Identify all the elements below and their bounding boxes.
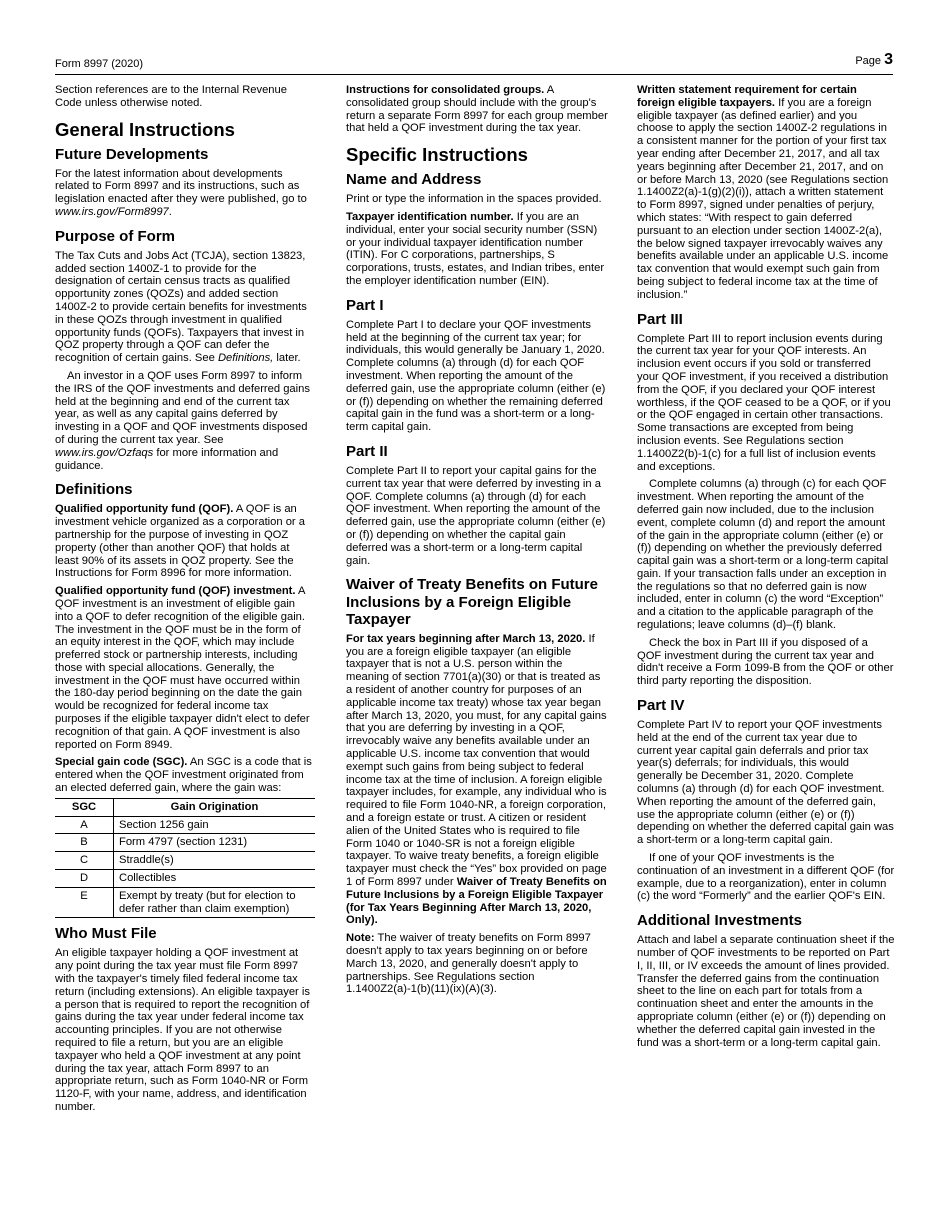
waiver-text: For tax years beginning after March 13, 2020. If you are a foreign eligible taxpayer (an eligible taxpayer that is not a U.S. person within the meaning of section 7701(a)(30) or that is treated as a resident of another country for purposes of an applicable income tax treaty) whose tax year began after March 13, 2020, you must, for any capital gains that you are deferring by investing in a QOF, irrevocably waive any benefits available under an applicable U.S. income tax convention that would exempt such gains from being subject to federal income tax at the time of inclusion. A foreign eligible taxpayer includes, for example, any individual who is required to file Form 1040-NR, a foreign corporation, and a foreign estate or trust. A citizen or resident alien of the United States who is required to file Form 1040 or 1040-SR is not a foreign eligible taxpayer. To waive treaty benefits, a foreign eligible taxpayer must check the “Yes” box provided on page 1 of Form 8997 under Waiver of Treaty Benefits on Future Inclusions by a Foreign Eligible Taxpayer (for Tax Years Beginning After March 13, 2020, Only).: [346, 632, 607, 927]
table-row: C Straddle(s): [55, 852, 315, 870]
table-row: D Collectibles: [55, 870, 315, 888]
part4-text-1: Complete Part IV to report your QOF investments held at the end of the current tax year due to current year capital gain deferrals and prior tax year(s) deferrals; for individuals, this would generally be December 31, 2020. Complete columns (a) through (d) for each QOF investment. When reporting the amount of the deferred gain, use the appropriate column (either (e) or (f)) depending on whether the deferred capital gain was a short-term or a long-term capital gain.: [637, 719, 894, 847]
page-number-value: 3: [884, 51, 893, 68]
origination-col-header: Gain Origination: [114, 798, 316, 816]
part3-heading: Part III: [637, 310, 683, 328]
waiver-heading: Waiver of Treaty Benefits on Future Inclusions by a Foreign Eligible Taxpayer: [346, 576, 598, 629]
waiver-note: Note: The waiver of treaty benefits on Form 8997 doesn't apply to tax years beginning on or before March 13, 2020, and generally doesn't apply to partnerships. See Regulations section 1.1400Z2(a)-1(b)(11)(ix)(A)(3).: [346, 932, 591, 996]
form-id: Form 8997 (2020): [55, 58, 144, 70]
page-label: Page: [855, 55, 882, 67]
ozfaqs-link[interactable]: www.irs.gov/Ozfaqs: [55, 446, 154, 459]
part3-text-2: Complete columns (a) through (c) for each QOF investment. When reporting the amount of the deferred gain now included, due to the inclusion event, complete column (d) and report the amount of the gain in the appropriate column (either (e) or (f)) depending on whether the previously deferred capital gain was a short-term or a long-term capital gain. If your transaction falls under an exception in the regulations so that no deferred gain is now included, enter in column (c) the word “Exception” and a citation to the applicable paragraph of the regulations; leave columns (d)–(f) blank.: [637, 478, 889, 632]
part3-text-1: Complete Part III to report inclusion events during the current tax year for your QOF interests. An inclusion event occurs if you sold or transferred your QOF investment, if you received a distribution from the QOF, if you declared your QOF interest worthless, if the QOF ceased to be a QOF, or if you or the QOF engaged in certain other transactions. Some transactions are excepted from being inclusion events. See Regulations section 1.1400Z2(b)-1(c) for a full list of inclusion events and exceptions.: [637, 332, 891, 473]
purpose-text-1: The Tax Cuts and Jobs Act (TCJA), section 13823, added section 1400Z-1 to provide for the designation of certain census tracts as qualified opportunity zones (QOZs) and added section 1400Z-2 to provide certain benefits for investments in these QOZs through investment in qualified opportunity funds (QOFs). Taxpayers that invest in QOZ property through a QOF can defer the recognition of certain gains. See Definitions, later.: [55, 249, 307, 365]
sgc-table: [55, 798, 315, 919]
part1-heading: Part I: [346, 296, 384, 314]
name-address-heading: Name and Address: [346, 171, 482, 189]
column-2: [346, 84, 608, 1001]
future-developments-text: For the latest information about developments related to Form 8997 and its instructions, such as legislation enacted after they were published, go to www.irs.gov/Form8997.: [55, 167, 307, 218]
table-row: A Section 1256 gain: [55, 816, 315, 834]
definitions-heading: Definitions: [55, 481, 133, 499]
additional-investments-text: Attach and label a separate continuation sheet if the number of QOF investments to be reported on Part I, II, III, or IV exceeds the amount of lines provided. Transfer the deferred gains from the continuation sheet to the line on each part for totals from a continuation sheet and enter the amounts in the appropriate column (either (e) or (f)) depending on whether the deferred capital gain invested in the fund was a short-term or a long-term capital gain.: [637, 934, 895, 1049]
purpose-text-2: An investor in a QOF uses Form 8997 to inform the IRS of the QOF investments and deferred gains held at the beginning and end of the current tax year, as well as any capital gains deferred by investing in a QOF and QOF investments disposed of during the current tax year. See www.irs.gov/Ozfaqs for more information and guidance.: [55, 369, 310, 472]
consolidated-groups-text: Instructions for consolidated groups. A consolidated group should include with the group's return a separate Form 8997 for each group member that held a QOF investment during the tax year.: [346, 84, 608, 135]
who-must-file-text: An eligible taxpayer holding a QOF investment at any point during the tax year must file Form 8997 with the taxpayer's timely filed federal income tax return (including extensions). An eligible taxpayer is a person that is required to report the recognition of gains during the tax year under federal income tax accounting principles. If you are not otherwise required to file a return, but you are an eligible taxpayer who held a QOF investment at any point during the tax year, attach Form 8997 to an appropriate return, such as Form 1040-NR or Form 1120-F, with your name, address, and identification number.: [55, 947, 310, 1113]
sgc-definition: Special gain code (SGC). An SGC is a code that is entered when the QOF investment originated from an elected deferred gain, where the gain was:: [55, 756, 312, 795]
future-developments-heading: Future Developments: [55, 145, 209, 163]
general-instructions-heading: General Instructions: [55, 118, 235, 140]
part1-text: Complete Part I to declare your QOF investments held at the beginning of the current tax year; for individuals, this would generally be January 1, 2020. Complete columns (a) through (d) for each QOF investment. When reporting the amount of the deferred gain, use the appropriate column (either (e) or (f)) depending on whether the remaining deferred capital gain in the fund was a short-term or a long-term capital gain.: [346, 318, 606, 434]
intro-text: Section references are to the Internal Revenue Code unless otherwise noted.: [55, 84, 287, 109]
form8997-link[interactable]: www.irs.gov/Form8997: [55, 205, 169, 218]
qof-definition: Qualified opportunity fund (QOF). A QOF is an investment vehicle organized as a corporation or a partnership for the purpose of investing in QOZ property (other than another QOF) that holds at least 90% of its assets in QOZ property. See the Instructions for Form 8996 for more information.: [55, 503, 305, 580]
who-must-file-heading: Who Must File: [55, 925, 157, 943]
part4-text-2: If one of your QOF investments is the continuation of an investment in a different QOF (for example, due to a reorganization), enter in column (c) the word “Formerly” and the earlier QOF's EIN.: [637, 852, 895, 903]
part2-heading: Part II: [346, 442, 388, 460]
column-3: [637, 84, 895, 1054]
additional-investments-heading: Additional Investments: [637, 912, 803, 930]
table-row: E Exempt by treaty (but for election to defer rather than claim exemption): [55, 887, 315, 918]
column-1: [55, 84, 315, 1119]
part4-heading: Part IV: [637, 697, 685, 715]
qof-investment-definition: Qualified opportunity fund (QOF) investment. A QOF investment is an investment of eligible gain into a QOF to defer recognition of the eligible gain. The investment in the QOF must be in the form of an equity interest in the QOF, which may include preferred stock or partnership interests, including those with special allocations. Generally, the investment in the QOF must have occurred within the 180-day period beginning on the date the gain would be recognized for federal income tax purposes if the eligible taxpayer didn't elect to defer recognition of that gain. A QOF investment is also reported on Form 8949.: [55, 585, 310, 751]
table-row: B Form 4797 (section 1231): [55, 834, 315, 852]
written-statement-text: Written statement requirement for certain foreign eligible taxpayers. If you are a foreign eligible taxpayer (as defined earlier) and you choose to apply the section 1400Z-2 regulations in a consistent manner for the portion of your first tax year ending after December 21, 2017, and all tax years beginning after December 21, 2017, and on or before March 13, 2020 (see Regulations section 1.1400Z2(a)-1(g)(2)(i)), attach a written statement to Form 8997, signed under penalties of perjury, which states: “With respect to gain deferred pursuant to an election under section 1400Z-2(a), the below signed taxpayer irrevocably waives any benefits available under an applicable U.S. income tax convention that would exempt such gain from being subject to federal income tax at the time of inclusion.”: [637, 84, 889, 301]
purpose-heading: Purpose of Form: [55, 227, 176, 245]
tin-text: Taxpayer identification number. If you are an individual, enter your social security number (SSN) or your individual taxpayer identification number (ITIN). For C corporations, partnerships, S corporations, trusts, estates, and Indian tribes, enter the employer identification number (EIN).: [346, 210, 605, 287]
specific-instructions-heading: Specific Instructions: [346, 144, 528, 166]
part2-text: Complete Part II to report your capital gains for the current tax year that were deferred by investing in a QOF. Complete columns (a) through (d) for each QOF investment. When reporting the amount of the deferred gain, use the appropriate column (either (e) or (f)) depending on whether the capital gain deferred was a short-term or a long-term capital gain.: [346, 464, 606, 567]
name-address-text: Print or type the information in the spaces provided.: [346, 193, 602, 206]
sgc-col-header: SGC: [55, 798, 114, 816]
header-rule: [55, 74, 893, 75]
page-number: [855, 51, 893, 68]
part3-text-3: Check the box in Part III if you disposed of a QOF investment during the current tax year and didn't receive a Form 1099-B from the QOF or other third party reporting the disposition.: [637, 636, 894, 688]
